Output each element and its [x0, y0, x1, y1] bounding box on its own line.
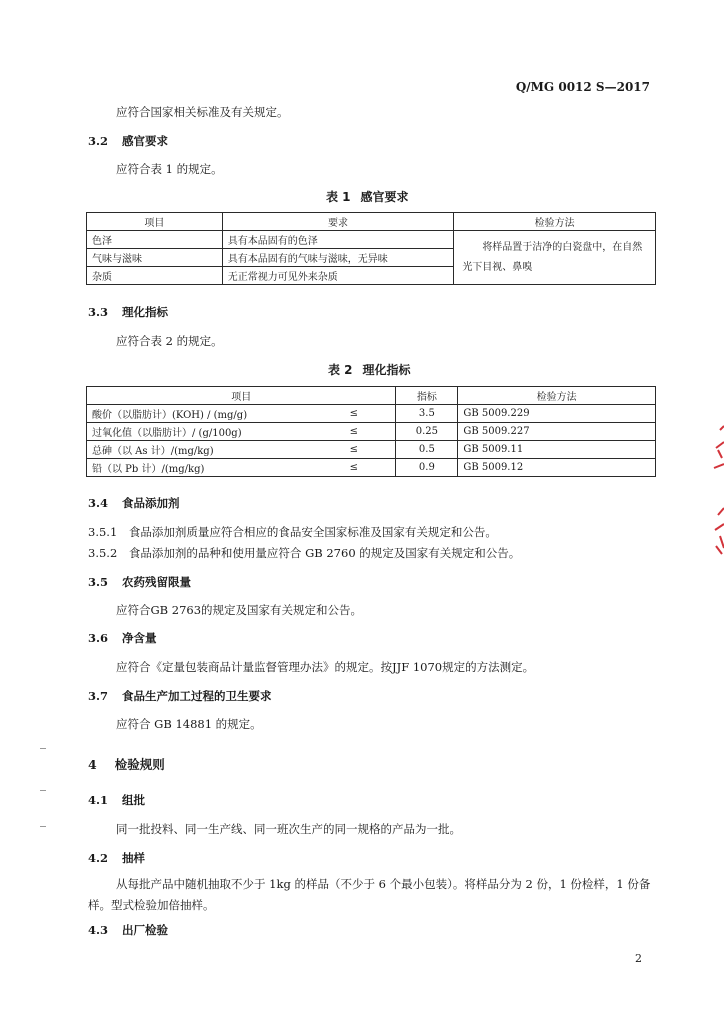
s4-1-text: 同一批投料、同一生产线、同一班次生产的同一规格的产品为一批。 — [116, 822, 461, 836]
heading-3-5 — [88, 574, 191, 590]
table-cell-item: 酸价（以脂肪计）(KOH) / (mg/g) — [87, 405, 313, 423]
heading-number: 3.5 — [88, 575, 109, 589]
table-header-cell: 指标 — [396, 387, 458, 405]
table-cell-requirement: 无正常视力可见外来杂质 — [222, 267, 454, 285]
page-number: 2 — [635, 952, 642, 965]
table-header-row — [87, 213, 656, 231]
heading-title: 农药残留限量 — [122, 575, 192, 589]
scan-mark — [40, 826, 46, 827]
heading-number: 4.2 — [88, 851, 109, 865]
heading-title: 净含量 — [122, 631, 157, 645]
table-header-cell: 要求 — [222, 213, 454, 231]
s3-2-text: 应符合表 1 的规定。 — [116, 162, 223, 176]
table-cell-item: 气味与滋味 — [87, 249, 223, 267]
intro-text: 应符合国家相关标准及有关规定。 — [116, 105, 289, 119]
heading-3-3 — [88, 304, 168, 320]
table-cell-value: 0.25 — [396, 423, 458, 441]
clause-text: 食品添加剂的品种和使用量应符合 GB 2760 的规定及国家有关规定和公告。 — [128, 546, 521, 560]
table1 — [86, 212, 656, 285]
heading-title: 检验规则 — [114, 757, 165, 772]
table-cell-item: 过氧化值（以脂肪计）/ (g/100g) — [87, 423, 313, 441]
red-seal-fragment — [706, 420, 724, 560]
heading-3-7 — [88, 688, 272, 704]
scan-mark — [40, 790, 46, 791]
clause-3-5-1 — [88, 524, 497, 540]
heading-number: 4.1 — [88, 793, 109, 807]
table-cell-method: GB 5009.12 — [458, 459, 656, 477]
table-cell-value: 3.5 — [396, 405, 458, 423]
heading-4-1 — [88, 792, 145, 808]
heading-3-2 — [88, 133, 168, 149]
table-header-cell: 检验方法 — [458, 387, 656, 405]
s3-5-text: 应符合GB 2763的规定及国家有关规定和公告。 — [116, 603, 363, 617]
heading-title: 理化指标 — [122, 305, 169, 319]
s3-3-text: 应符合表 2 的规定。 — [116, 334, 223, 348]
table-number: 表 1 — [326, 190, 351, 204]
heading-number: 3.3 — [88, 305, 109, 319]
heading-3-4 — [88, 495, 180, 511]
clause-number: 3.5.1 — [88, 525, 118, 539]
table-cell-requirement: 具有本品固有的气味与滋味，无异味 — [222, 249, 454, 267]
table-header-cell: 检验方法 — [454, 213, 656, 231]
table-header-cell: 项目 — [87, 387, 396, 405]
table-cell-method: GB 5009.229 — [458, 405, 656, 423]
heading-number: 3.6 — [88, 631, 109, 645]
table-cell-item: 总砷（以 As 计）/(mg/kg) — [87, 441, 313, 459]
table-header-row — [87, 387, 656, 405]
table-cell-requirement: 具有本品固有的色泽 — [222, 231, 454, 249]
heading-4 — [88, 755, 165, 773]
heading-title: 食品生产加工过程的卫生要求 — [122, 689, 272, 703]
heading-3-6 — [88, 630, 157, 646]
table-cell-method: GB 5009.227 — [458, 423, 656, 441]
table-cell-item: 铅（以 Pb 计）/(mg/kg) — [87, 459, 313, 477]
table-cell-value: 0.5 — [396, 441, 458, 459]
heading-number: 3.4 — [88, 496, 109, 510]
heading-number: 4.3 — [88, 923, 109, 937]
s4-2-text: 从每批产品中随机抽取不少于 1kg 的样品（不少于 6 个最小包装）。将样品分为 2 份，1 份检样，1 份备样。型式检验加倍抽样。 — [88, 877, 651, 912]
table1-caption — [326, 188, 409, 205]
table-row — [87, 441, 656, 459]
table-cell-method: 将样品置于洁净的白瓷盘中，在自然光下目视、鼻嗅 — [454, 231, 656, 285]
table-row — [87, 405, 656, 423]
heading-number: 3.7 — [88, 689, 109, 703]
table2 — [86, 386, 656, 477]
s3-7-text: 应符合 GB 14881 的规定。 — [116, 717, 262, 731]
clause-3-5-2 — [88, 545, 520, 561]
heading-4-2 — [88, 850, 145, 866]
clause-text: 食品添加剂质量应符合相应的食品安全国家标准及国家有关规定和公告。 — [128, 525, 497, 539]
heading-title: 出厂检验 — [122, 923, 169, 937]
heading-title: 组批 — [122, 793, 146, 807]
heading-number: 3.2 — [88, 134, 109, 148]
table-row — [87, 423, 656, 441]
heading-4-3 — [88, 922, 168, 938]
heading-title: 食品添加剂 — [122, 496, 180, 510]
table-cell-item: 杂质 — [87, 267, 223, 285]
table-cell-operator: ≤ — [312, 423, 396, 441]
heading-number: 4 — [88, 757, 97, 772]
table-cell-operator: ≤ — [312, 459, 396, 477]
s3-6-text: 应符合《定量包装商品计量监督管理办法》的规定。按JJF 1070规定的方法测定。 — [116, 660, 535, 674]
scan-mark — [40, 748, 46, 749]
table2-caption — [328, 361, 411, 378]
table-title: 感官要求 — [360, 190, 409, 204]
table-row — [87, 231, 656, 249]
table-cell-value: 0.9 — [396, 459, 458, 477]
table-row — [87, 459, 656, 477]
clause-number: 3.5.2 — [88, 546, 118, 560]
heading-title: 抽样 — [122, 851, 146, 865]
table-number: 表 2 — [328, 363, 353, 377]
table-title: 理化指标 — [362, 363, 411, 377]
heading-title: 感官要求 — [122, 134, 169, 148]
table-cell-operator: ≤ — [312, 405, 396, 423]
table-cell-item: 色泽 — [87, 231, 223, 249]
table-cell-method: GB 5009.11 — [458, 441, 656, 459]
table-header-cell: 项目 — [87, 213, 223, 231]
standard-code: Q/MG 0012 S—2017 — [515, 80, 650, 94]
table-cell-operator: ≤ — [312, 441, 396, 459]
